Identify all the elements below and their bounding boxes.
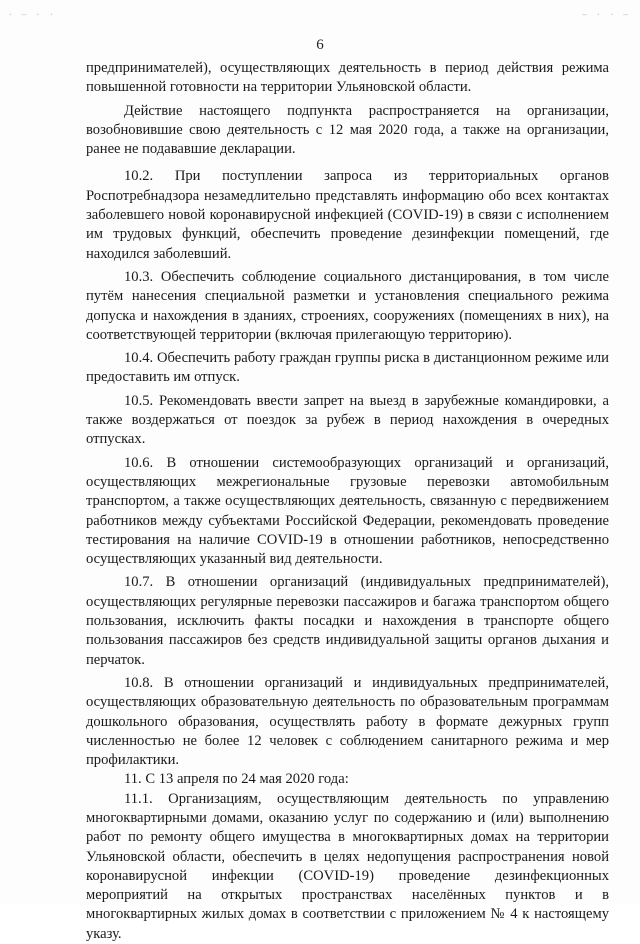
- paragraph-11-1: 11.1. Организациям, осуществляющим деятельность по управлению многоквартирными домами, оказанию услуг по содержанию и (или) выполнению работ по ремонту общего имущества в многоквартирных домах на территории Ульяновской области, обеспечить в целях недопущения распространения новой коронавирусной инфекции (COVID-19) проведение дезинфекционных мероприятий на открытых пространствах населённых пунктов и в многоквартирных жилых домах в соответствии с приложением № 4 к настоящему указу.: [86, 790, 609, 942]
- document-body: [86, 59, 609, 944]
- page-number: 6: [316, 37, 324, 53]
- paragraph-11: 11. С 13 апреля по 24 мая 2020 года:: [124, 771, 349, 788]
- paragraph-10-2: 10.2. При поступлении запроса из территориальных органов Роспотребнадзора незамедлительно представлять информацию обо всех контактах заболевшего новой коронавирусной инфекцией (COVID-19) в связи с исполнением им трудовых функций, обеспечить проведение дезинфекции помещений, где находился заболевший.: [86, 168, 609, 262]
- scan-marks-left: · — · ·: [8, 10, 56, 19]
- paragraph-10-6: 10.6. В отношении системообразующих организаций и организаций, осуществляющих межрегиональные грузовые перевозки автомобильным транспортом, а также осуществляющих деятельность, связанную с передвижением работников между субъектами Российской Федерации, рекомендовать проведение тестирования на наличие COVID-19 в отношении работников, непосредственно осуществляющих указанный вид деятельности.: [86, 454, 609, 568]
- paragraph-10-3: 10.3. Обеспечить соблюдение социального дистанцирования, в том числе путём нанесения специальной разметки и установления специального режима допуска и нахождения в зданиях, строениях, сооружениях (помещениях в них), на соответствующей территории (включая прилегающую территорию).: [86, 268, 609, 343]
- paragraph-10-7: 10.7. В отношении организаций (индивидуальных предпринимателей), осуществляющих регулярные перевозки пассажиров и багажа транспортом общего пользования, исключить факты посадки и нахождения в транспорте общего пользования пассажиров без средств индивидуальной защиты органов дыхания и перчаток.: [86, 574, 609, 668]
- paragraph-10-5: 10.5. Рекомендовать ввести запрет на выезд в зарубежные командировки, а также воздержаться от поездок за рубеж в период нахождения в очередных отпусках.: [86, 392, 609, 448]
- paragraph-10-8: 10.8. В отношении организаций и индивидуальных предпринимателей, осуществляющих образовательную деятельность по образовательным программам дошкольного образования, осуществлять работу в формате дежурных групп численностью не более 12 человек с соблюдением санитарного режима и мер профилактики.: [86, 674, 609, 769]
- paragraph-10-4: 10.4. Обеспечить работу граждан группы риска в дистанционном режиме или предоставить им отпуск.: [86, 350, 609, 386]
- paragraph-subclause-scope: Действие настоящего подпункта распространяется на организации, возобновившие свою деятельность с 12 мая 2020 года, а также на организации, ранее не подававшие декларации.: [86, 102, 609, 158]
- scan-marks-right: — · · —: [582, 10, 630, 19]
- paragraph-continuation: предпринимателей), осуществляющих деятельность в период действия режима повышенной готовности на территории Ульяновской области.: [86, 60, 609, 96]
